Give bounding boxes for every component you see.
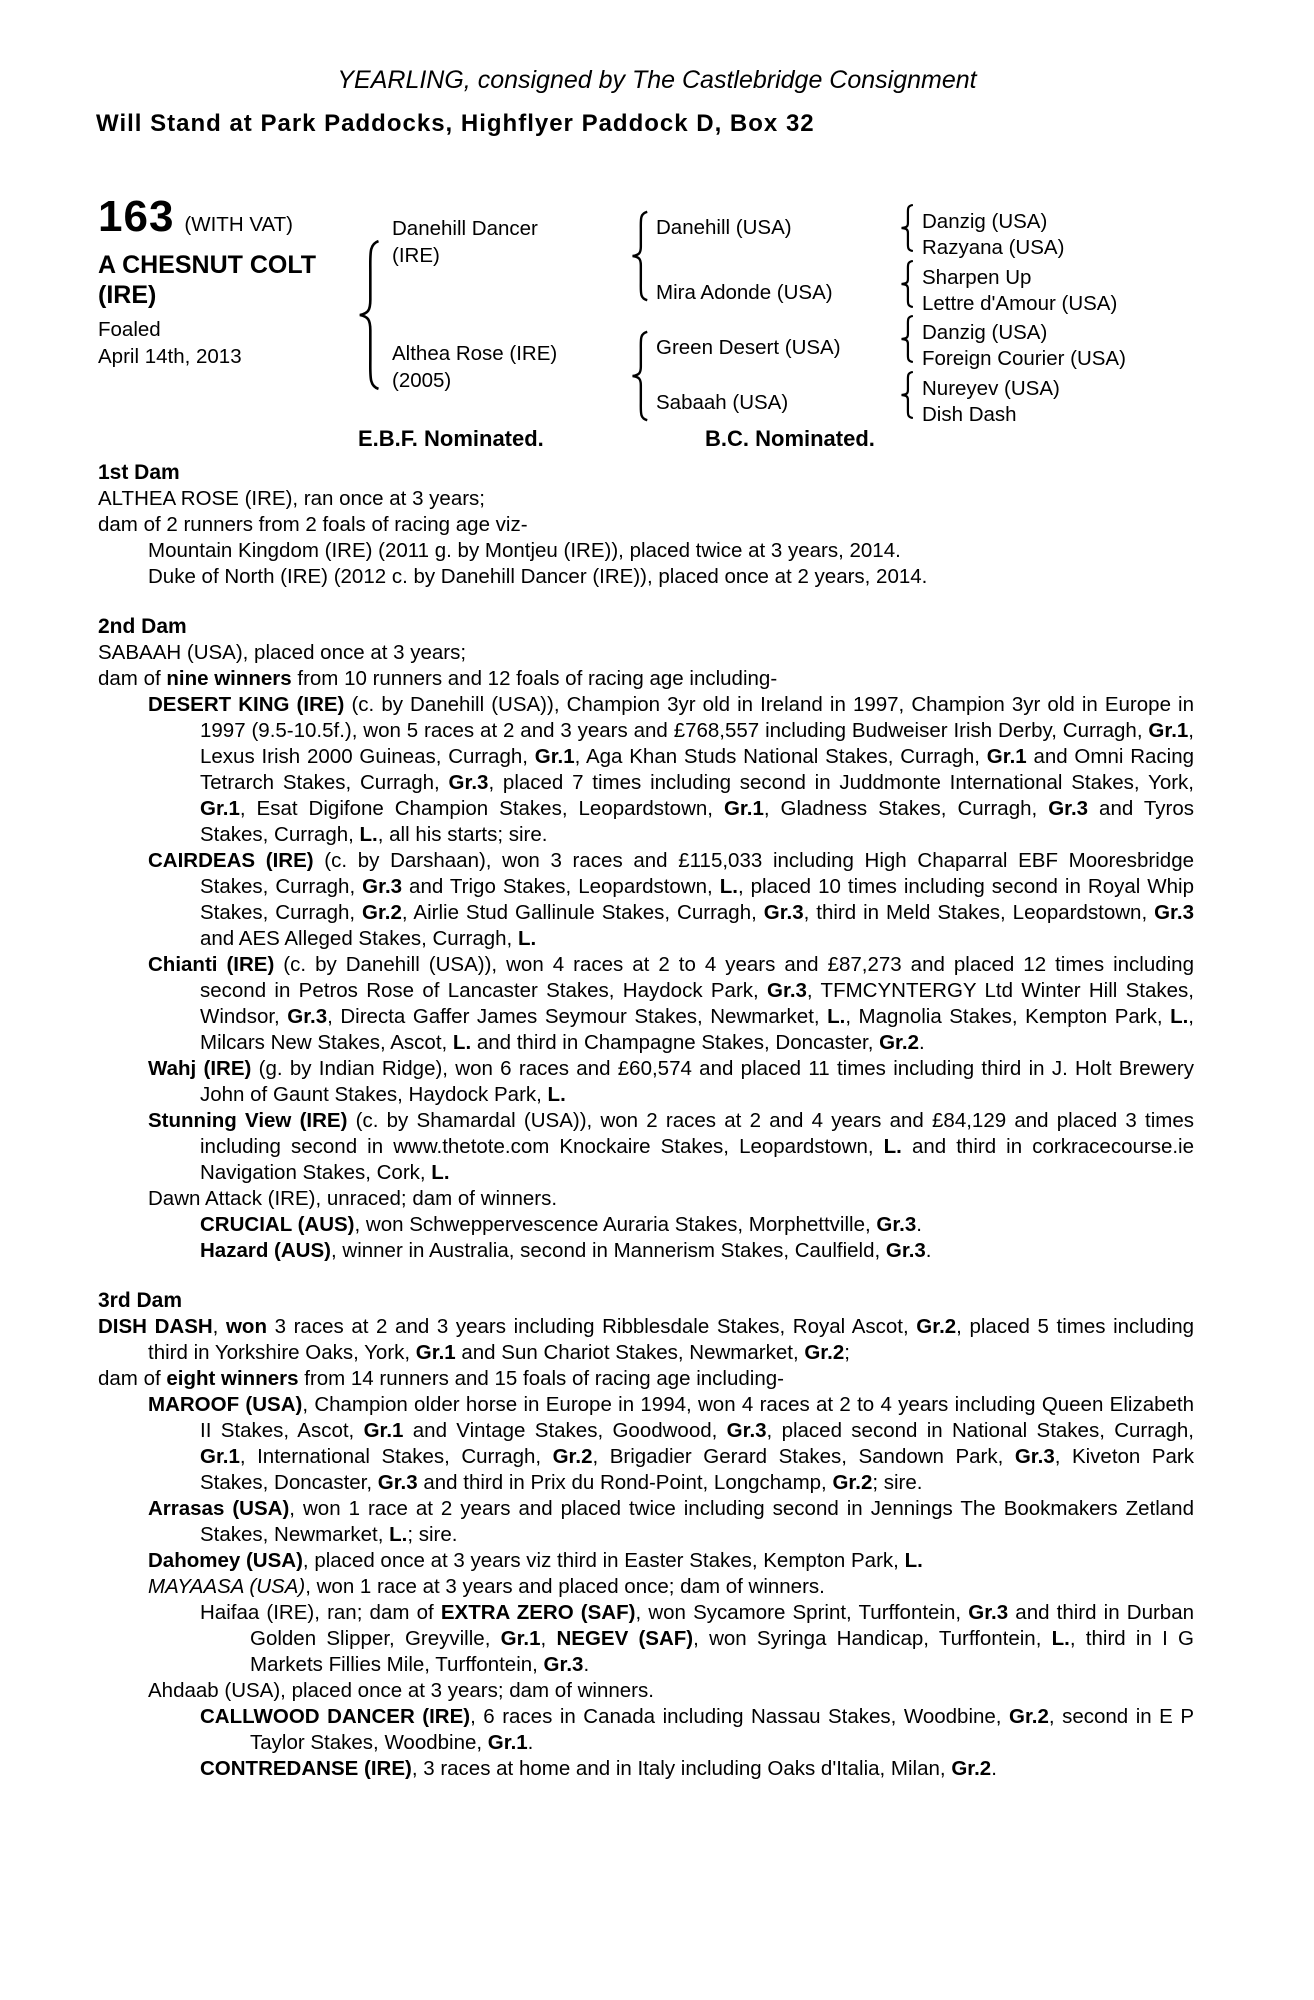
consignment-title: YEARLING, consigned by The Castlebridge Consignment	[337, 66, 977, 94]
dam-section	[98, 614, 1194, 1264]
lot-name	[98, 250, 316, 310]
pedigree-ggp-pair-4	[922, 376, 1060, 428]
pedigree-paragraph: CALLWOOD DANCER (IRE), 6 races in Canada including Nassau Stakes, Woodbine, Gr.2, second in E P Taylor Stakes, Woodbine, Gr.1.	[200, 1705, 1195, 1754]
pedigree-grandsire-1: Danehill (USA)	[656, 216, 792, 239]
foaled-date: April 14th, 2013	[98, 345, 242, 368]
pedigree-ggp-pair-3	[922, 320, 1126, 372]
pedigree-ggp-pair-1	[922, 209, 1064, 261]
dam-name-line2: (2005)	[392, 369, 452, 392]
pedigree-paragraph: Dahomey (USA), placed once at 3 years viz third in Easter Stakes, Kempton Park, L.	[148, 1549, 923, 1572]
ggp-name: Razyana (USA)	[922, 236, 1065, 259]
dam-section	[98, 460, 1194, 590]
pedigree-paragraph: dam of nine winners from 10 runners and 12 foals of racing age including-	[98, 667, 778, 690]
pedigree-sire	[392, 215, 538, 269]
pedigree-brace-generation1	[354, 238, 382, 392]
pedigree-granddam-1: Mira Adonde (USA)	[656, 281, 833, 304]
ggp-name: Danzig (USA)	[922, 210, 1048, 233]
pedigree-brace-ggp-4	[898, 371, 915, 419]
section-heading: 3rd Dam	[98, 1289, 183, 1312]
ggp-name: Nureyev (USA)	[922, 377, 1060, 400]
pedigree-brace-ggp-2	[898, 260, 915, 308]
dam-sections	[98, 460, 1194, 1806]
ggp-name: Lettre d'Amour (USA)	[922, 292, 1118, 315]
pedigree-brace-sire-parents	[628, 210, 650, 302]
section-heading: 2nd Dam	[98, 615, 187, 638]
section-heading: 1st Dam	[98, 461, 180, 484]
pedigree-paragraph: Stunning View (IRE) (c. by Shamardal (USA)), won 2 races at 2 and 4 years and £84,129 and placed 3 times including second in www.thetote.com Knockaire Stakes, Leopardstown, L. and third in corkracecourse.ie Navigation Stakes, Cork, L.	[148, 1109, 1195, 1184]
bc-nomination: B.C. Nominated.	[705, 426, 875, 451]
lot-name-line1: A CHESNUT COLT	[98, 251, 317, 279]
pedigree-dam	[392, 340, 557, 394]
pedigree-paragraph: SABAAH (USA), placed once at 3 years;	[98, 641, 467, 664]
pedigree-paragraph: Arrasas (USA), won 1 race at 2 years and placed twice including second in Jennings The Bookmakers Zetland Stakes, Newmarket, L.; sire.	[148, 1497, 1194, 1546]
sire-name-line2: (IRE)	[392, 244, 440, 267]
pedigree-paragraph: Ahdaab (USA), placed once at 3 years; dam of winners.	[148, 1679, 654, 1702]
sire-name-line1: Danehill Dancer	[392, 217, 538, 240]
pedigree-ggp-pair-2	[922, 265, 1117, 317]
pedigree-granddam-2: Sabaah (USA)	[656, 391, 789, 414]
pedigree-paragraph: MAYAASA (USA), won 1 race at 3 years and placed once; dam of winners.	[148, 1575, 825, 1598]
pedigree-paragraph: Mountain Kingdom (IRE) (2011 g. by Montjeu (IRE)), placed twice at 3 years, 2014.	[148, 539, 901, 562]
dam-name-line1: Althea Rose (IRE)	[392, 342, 558, 365]
pedigree-brace-dam-parents	[628, 330, 650, 422]
stand-location-line: Will Stand at Park Paddocks, Highflyer Paddock D, Box 32	[96, 110, 815, 137]
pedigree-paragraph: CONTREDANSE (IRE), 3 races at home and in Italy including Oaks d'Italia, Milan, Gr.2.	[200, 1757, 997, 1780]
lot-number: 163	[98, 192, 175, 241]
lot-foaled	[98, 316, 242, 370]
pedigree-paragraph: CRUCIAL (AUS), won Schweppervescence Auraria Stakes, Morphettville, Gr.3.	[200, 1213, 922, 1236]
ggp-name: Sharpen Up	[922, 266, 1032, 289]
pedigree-grandsire-2: Green Desert (USA)	[656, 336, 841, 359]
ggp-name: Danzig (USA)	[922, 321, 1048, 344]
pedigree-paragraph: Wahj (IRE) (g. by Indian Ridge), won 6 races and £60,574 and placed 11 times including third in J. Holt Brewery John of Gaunt Stakes, Haydock Park, L.	[148, 1057, 1194, 1106]
lot-vat-note: (WITH VAT)	[184, 213, 293, 236]
lot-name-line2: (IRE)	[98, 281, 157, 309]
pedigree-paragraph: DISH DASH, won 3 races at 2 and 3 years including Ribblesdale Stakes, Royal Ascot, Gr.2, placed 5 times including third in Yorkshire Oaks, York, Gr.1 and Sun Chariot Stakes, Newmarket, Gr.2;	[98, 1315, 1194, 1364]
pedigree-brace-ggp-1	[898, 204, 915, 252]
lot-number-row	[98, 192, 293, 242]
pedigree-paragraph: Hazard (AUS), winner in Australia, second in Mannerism Stakes, Caulfield, Gr.3.	[200, 1239, 932, 1262]
pedigree-paragraph: CAIRDEAS (IRE) (c. by Darshaan), won 3 races and £115,033 including High Chaparral EBF Mooresbridge Stakes, Curragh, Gr.3 and Trigo Stakes, Leopardstown, L., placed 10 times including second in Royal Whip Stakes, Curragh, Gr.2, Airlie Stud Gallinule Stakes, Curragh, Gr.3, third in Meld Stakes, Leopardstown, Gr.3 and AES Alleged Stakes, Curragh, L.	[148, 849, 1195, 950]
ebf-nomination: E.B.F. Nominated.	[358, 426, 544, 451]
pedigree-paragraph: ALTHEA ROSE (IRE), ran once at 3 years;	[98, 487, 485, 510]
pedigree-paragraph: DESERT KING (IRE) (c. by Danehill (USA)), Champion 3yr old in Ireland in 1997, Champion 3yr old in Europe in 1997 (9.5-10.5f.), won 5 races at 2 and 3 years and £768,557 including Budweiser Irish Derby, Curragh, Gr.1, Lexus Irish 2000 Guineas, Curragh, Gr.1, Aga Khan Studs National Stakes, Curragh, Gr.1 and Omni Racing Tetrarch Stakes, Curragh, Gr.3, placed 7 times including second in Juddmonte International Stakes, York, Gr.1, Esat Digifone Champion Stakes, Leopardstown, Gr.1, Gladness Stakes, Curragh, Gr.3 and Tyros Stakes, Curragh, L., all his starts; sire.	[148, 693, 1195, 846]
pedigree-paragraph: Chianti (IRE) (c. by Danehill (USA)), won 4 races at 2 to 4 years and £87,273 and placed 12 times including second in Petros Rose of Lancaster Stakes, Haydock Park, Gr.3, TFMCYNTERGY Ltd Winter Hill Stakes, Windsor, Gr.3, Directa Gaffer James Seymour Stakes, Newmarket, L., Magnolia Stakes, Kempton Park, L., Milcars New Stakes, Ascot, L. and third in Champagne Stakes, Doncaster, Gr.2.	[148, 953, 1194, 1054]
ggp-name: Foreign Courier (USA)	[922, 347, 1126, 370]
pedigree-paragraph: Dawn Attack (IRE), unraced; dam of winners.	[148, 1187, 558, 1210]
foaled-label: Foaled	[98, 318, 161, 341]
pedigree-paragraph: dam of 2 runners from 2 foals of racing age viz-	[98, 513, 528, 536]
dam-section	[98, 1288, 1194, 1782]
ggp-name: Dish Dash	[922, 403, 1017, 426]
pedigree-paragraph: Duke of North (IRE) (2012 c. by Danehill Dancer (IRE)), placed once at 2 years, 2014.	[148, 565, 928, 588]
pedigree-brace-ggp-3	[898, 315, 915, 363]
pedigree-paragraph: dam of eight winners from 14 runners and 15 foals of racing age including-	[98, 1367, 784, 1390]
pedigree-paragraph: Haifaa (IRE), ran; dam of EXTRA ZERO (SAF), won Sycamore Sprint, Turffontein, Gr.3 and third in Durban Golden Slipper, Greyville, Gr.1, NEGEV (SAF), won Syringa Handicap, Turffontein, L., third in I G Markets Fillies Mile, Turffontein, Gr.3.	[200, 1601, 1195, 1676]
pedigree-paragraph: MAROOF (USA), Champion older horse in Europe in 1994, won 4 races at 2 to 4 years including Queen Elizabeth II Stakes, Ascot, Gr.1 and Vintage Stakes, Goodwood, Gr.3, placed second in National Stakes, Curragh, Gr.1, International Stakes, Curragh, Gr.2, Brigadier Gerard Stakes, Sandown Park, Gr.3, Kiveton Park Stakes, Doncaster, Gr.3 and third in Prix du Rond-Point, Longchamp, Gr.2; sire.	[148, 1393, 1194, 1494]
